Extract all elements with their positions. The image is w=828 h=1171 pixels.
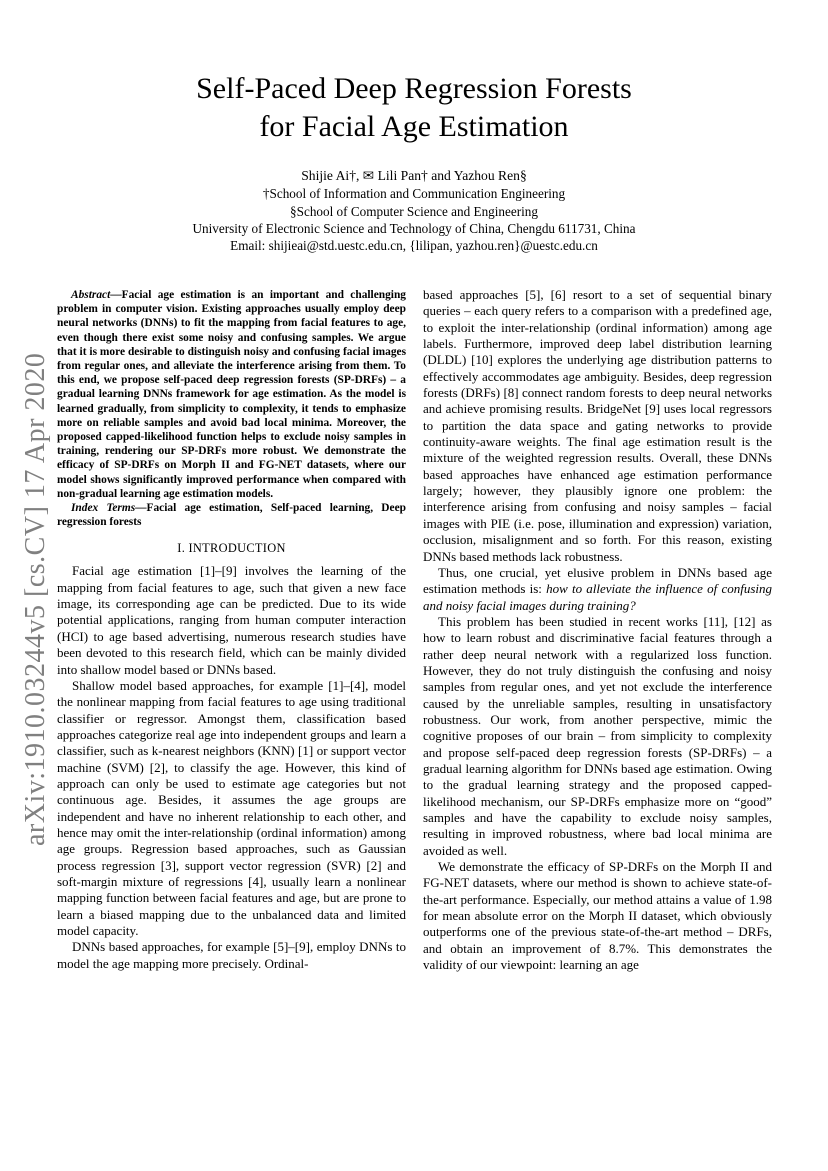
index-terms-text: —Facial age estimation, Self-paced learning, Deep regression forests <box>57 502 406 529</box>
abstract-label: Abstract <box>71 289 111 301</box>
paper-title <box>0 70 828 146</box>
author-email: Email: shijieai@std.uestc.edu.cn, {lilipan, yazhou.ren}@uestc.edu.cn <box>230 238 598 253</box>
abstract <box>57 288 406 529</box>
right-paragraph-2 <box>423 565 772 614</box>
affiliation-3: University of Electronic Science and Technology of China, Chengdu 611731, China <box>192 221 636 236</box>
right-column <box>423 287 772 973</box>
arxiv-identifier: arXiv:1910.03244v5 [cs.CV] 17 Apr 2020 <box>20 352 51 846</box>
intro-paragraph-3: DNNs based approaches, for example [5]–[9], employ DNNs to model the age mapping more precisely. Ordinal- <box>57 939 406 971</box>
right-paragraph-3: This problem has been studied in recent works [11], [12] as how to learn robust and discriminative facial features through a rather deep neural network with a regularized loss function. However, they do not truly distinguish the confusing and noisy samples from regular ones, and yet not exclude the interference caused by the unreliable samples, resulting in unsatisfactory robustness. Our work, from another perspective, mimic the cognitive proposes of our brain – from simplicity to complexity and propose self-paced deep regression forests (SP-DRFs) – a gradual learning algorithm for DNNs based age estimation. Owing to the gradual learning strategy and the proposed capped-likelihood mechanism, our SP-DRFs emphasize more on “good” samples and have the capability to exclude noisy samples, resulting in improved robustness, where bad local minima are avoided as well. <box>423 613 772 858</box>
research-question: how to alleviate the influence of confusing and noisy facial images during training? <box>423 581 773 613</box>
intro-paragraph-2: Shallow model based approaches, for example [1]–[4], model the nonlinear mapping from facial features to age using traditional classifier or regressor. Amongst them, classification based approaches categorize real age into independent groups and learn a classifier, such as k-nearest neighbors (KNN) [1] or support vector machine (SVM) [2], to classify the age. However, this kind of approach can only be used to estimate age categories but not continuous age. Besides, it assumes the age groups are independent and have no inherent relationship to each other, and hence may omit the inter-relationship (ordinal information) among age groups. Regression based approaches, such as Gaussian process regression [3], support vector regression (SVR) [2] and soft-margin mixture of regressions [4], usually learn a nonlinear mapping function between facial features and age, but are prone to learn a biased mapping due to the unbalanced data and limited model capacity. <box>57 677 406 939</box>
index-terms-label: Index Terms <box>71 502 136 515</box>
affiliation-2: §School of Computer Science and Engineering <box>290 204 538 219</box>
research-question-lead: Thus, one crucial, yet elusive problem in DNNs based age estimation methods is: <box>423 564 772 597</box>
right-paragraph-4: We demonstrate the efficacy of SP-DRFs on the Morph II and FG-NET datasets, where our method is shown to achieve state-of-the-art performance. Especially, our method attains a value of 1.98 for mean absolute error on the Morph II dataset, which obviously outperforms one of the previous state-of-the-art method – DRFs, and obtain an improvement of 8.7%. This demonstrates the validity of our viewpoint: learning an age <box>423 859 772 973</box>
title-line-2: for Facial Age Estimation <box>259 110 569 143</box>
affiliation-1: †School of Information and Communication Engineering <box>262 186 566 201</box>
title-line-1: Self-Paced Deep Regression Forests <box>196 72 632 105</box>
section-heading-introduction: I. INTRODUCTION <box>177 541 286 556</box>
right-paragraph-1: based approaches [5], [6] resort to a set of sequential binary queries – each query refers to a comparison with a predefined age, to exploit the inter-relationship (ordinal information) among age labels. Furthermore, improved deep label distribution learning (DLDL) [10] explores the underlying age distribution patterns to effectively accommodates age ambiguity. Besides, deep regression forests (DRFs) [8] connect random forests to deep neural networks and achieve promising results. BridgeNet [9] uses local regressors to partition the data space and gating networks to provide continuity-aware weights. The final age estimation result is the mixture of the weighted regression results. Overall, these DNNs based approaches have enhanced age estimation performance largely; however, they plausibly ignore one problem: the interference arising from confusing and noisy samples – facial images with PIE (i.e. pose, illumination and expression) variation, occlusion, misalignment and so forth. For this reason, existing DNNs based methods lack robustness. <box>423 287 772 564</box>
left-column <box>57 288 406 972</box>
author-list: Shijie Ai†, ✉ Lili Pan† and Yazhou Ren§ <box>301 168 527 183</box>
abstract-text: —Facial age estimation is an important and challenging problem in computer vision. Existing approaches usually employ deep neural networks (DNNs) to fit the mapping from facial features to age, even though there exist some noisy and confusing samples. We argue that it is more desirable to distinguish noisy and confusing facial images from regular ones, and alleviate the interference arising from them. To this end, we propose self-paced deep regression forests (SP-DRFs) – a gradual learning DNNs framework for age estimation. As the model is learned gradually, from simplicity to complexity, it tends to emphasize more on reliable samples and avoid bad local minima. Moreover, the proposed capped-likelihood function helps to exclude noisy samples in training, rendering our SP-DRFs more robust. We demonstrate the efficacy of SP-DRFs on Morph II and FG-NET datasets, where our model shows significantly improved performance when compared with non-gradual learning age estimation models. <box>57 289 406 500</box>
intro-paragraph-1: Facial age estimation [1]–[9] involves the learning of the mapping from facial features to age, such that given a new face image, its corresponding age can be predicted. Due to its wide potential applications, ranging from human computer interaction (HCI) to age based advertising, numerous research studies have been devoted to this research field, which can be mainly divided into shallow model based or DNNs based. <box>57 563 406 677</box>
